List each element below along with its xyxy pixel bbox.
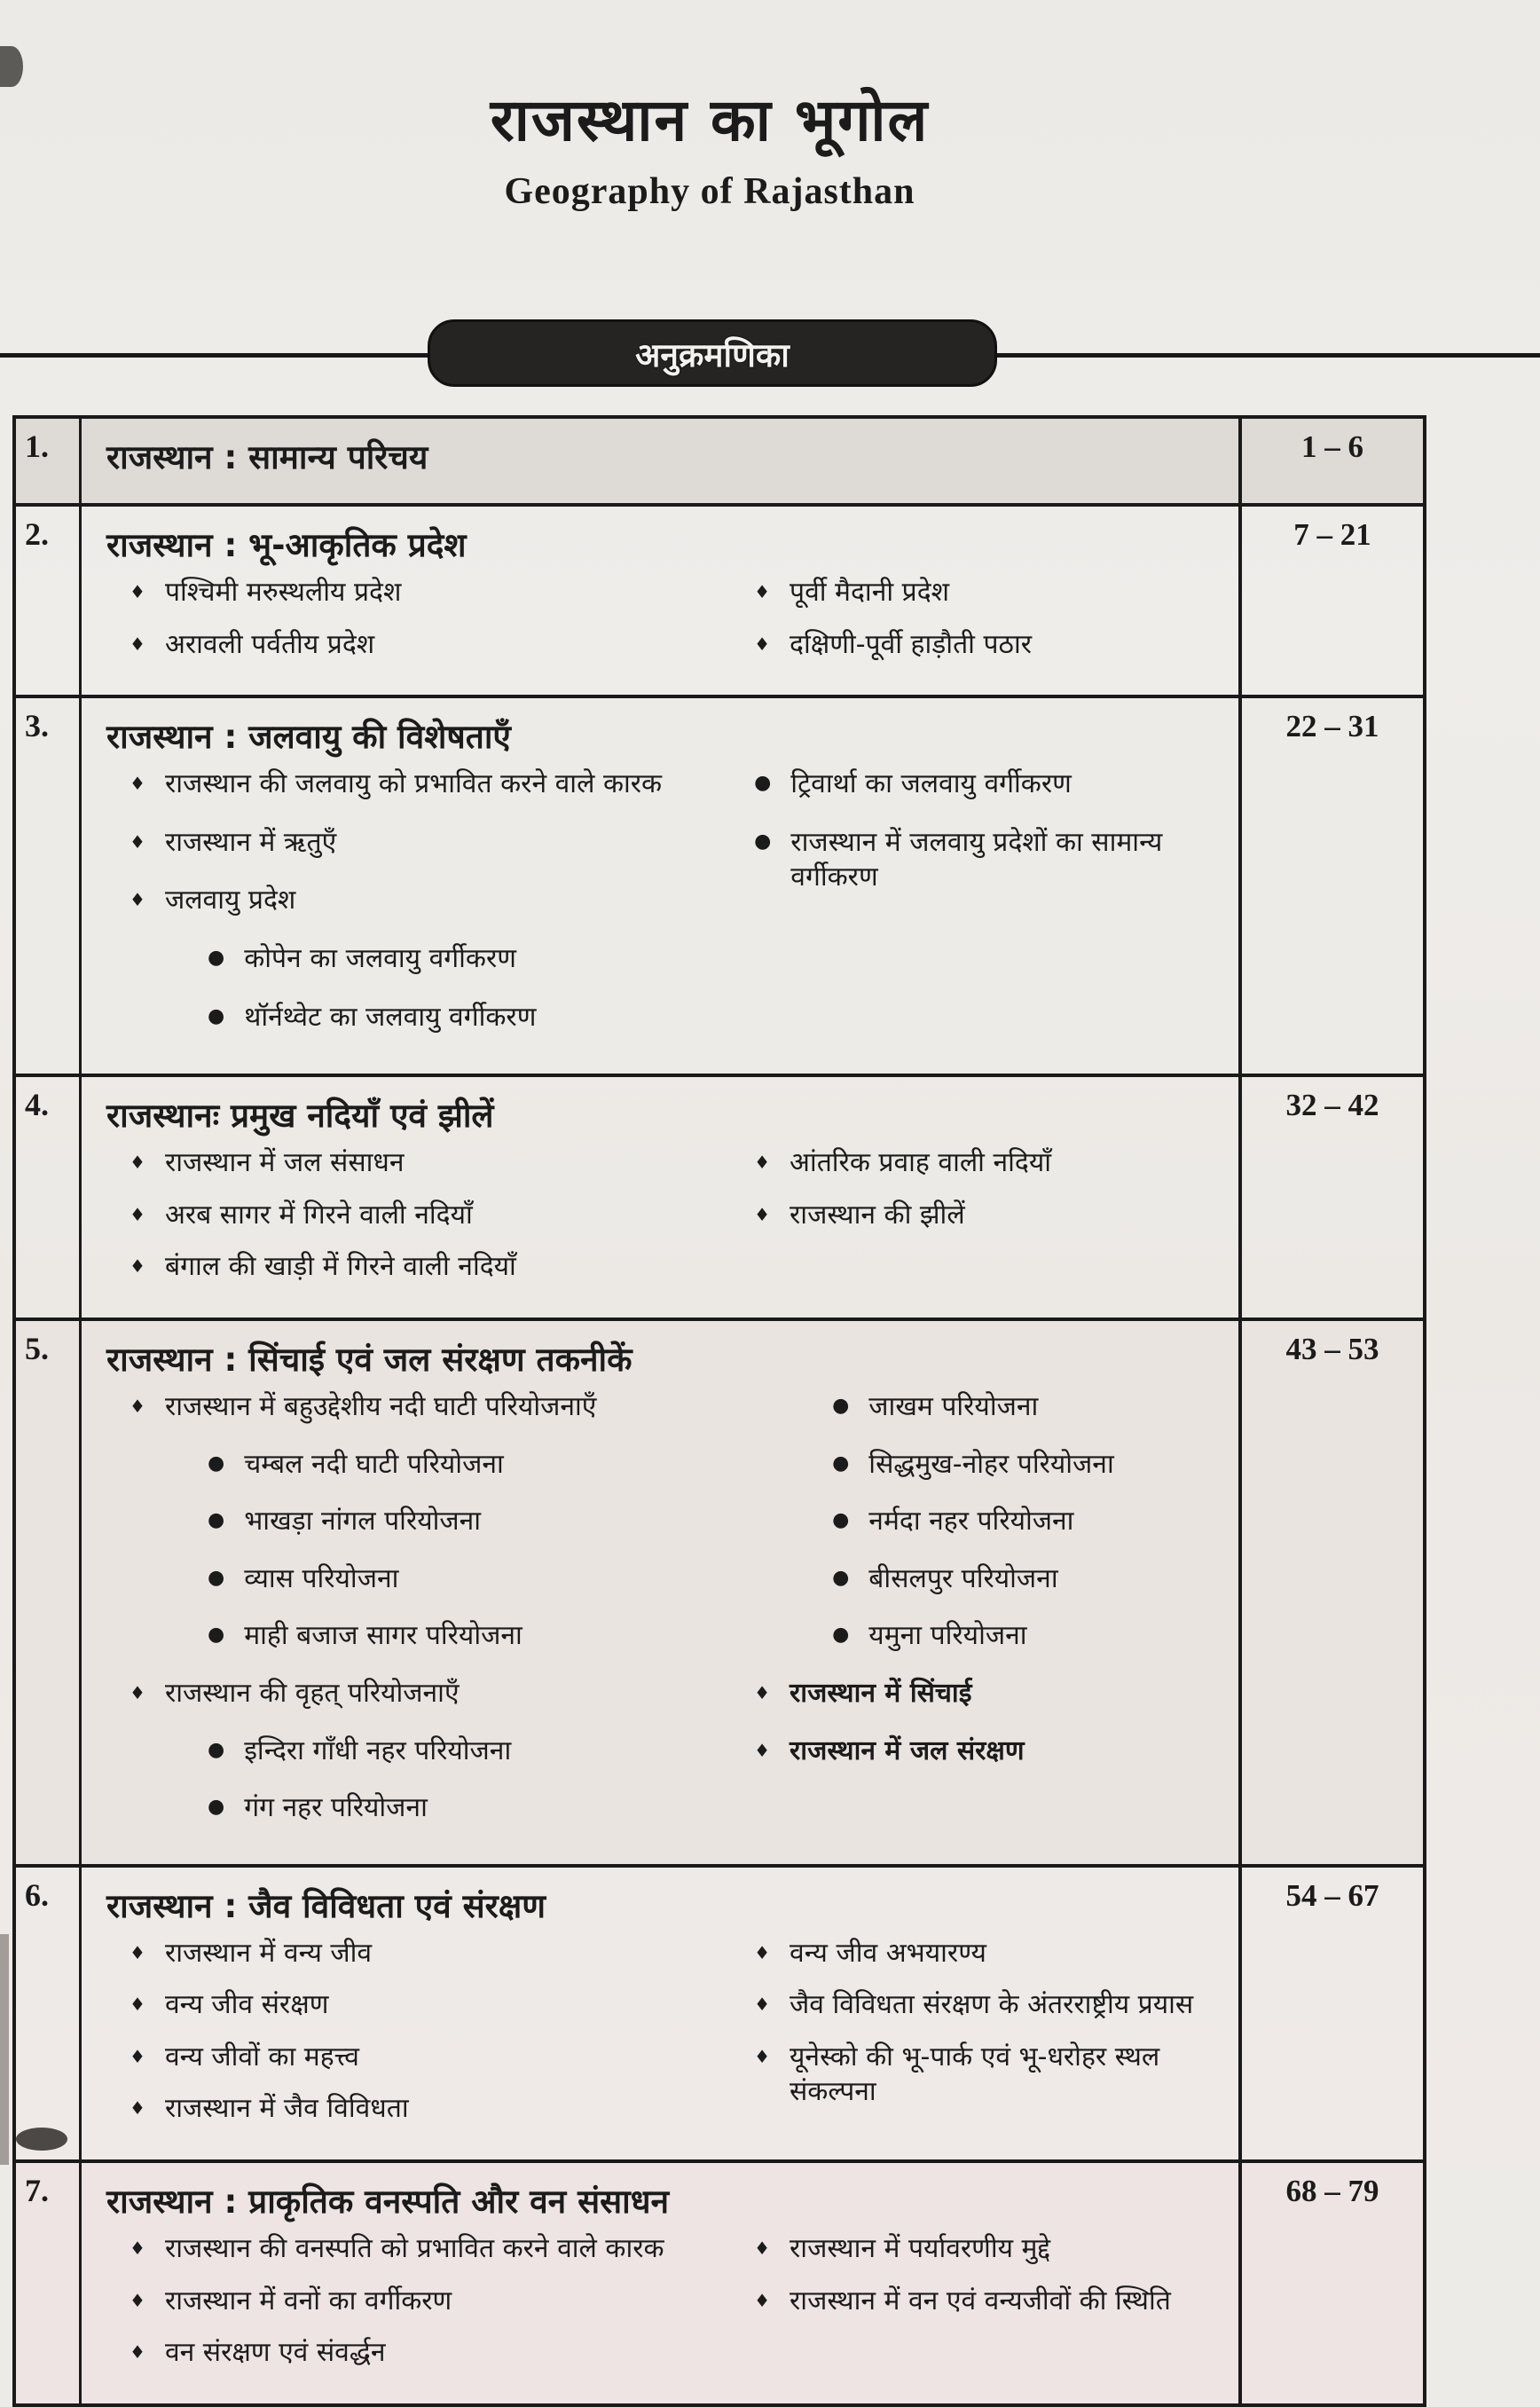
toc-topic-item: [832, 1504, 1231, 1539]
dot-bullet-icon: ●: [832, 1624, 850, 1647]
topic-label: राजस्थान में वनों का वर्गीकरण: [164, 2285, 452, 2317]
topic-label: राजस्थान की वृहत् परियोजनाएँ: [164, 1677, 460, 1709]
toc-header-pill: [428, 319, 997, 387]
toc-topic-item: [130, 767, 719, 802]
topic-label: बंगाल की खाड़ी में गिरने वाली नदियाँ: [164, 1251, 516, 1283]
toc-topic-item: [130, 2091, 719, 2127]
topic-label: राजस्थान की झीलें: [790, 1199, 965, 1231]
topic-label: पश्चिमी मरुस्थलीय प्रदेश: [164, 577, 402, 608]
toc-topic-item: [130, 1936, 719, 1971]
toc-table: [12, 415, 1426, 2407]
toc-row: [16, 419, 1423, 507]
topic-label: राजस्थान में जल संरक्षण: [790, 1734, 1025, 1766]
topic-label: पूर्वी मैदानी प्रदेश: [790, 577, 950, 608]
topic-label: सिद्धमुख-नोहर परियोजना: [868, 1448, 1114, 1480]
page-range: 32 – 42: [1238, 1077, 1423, 1318]
toc-topic-item: [208, 1561, 719, 1597]
toc-topic-item: [130, 2231, 719, 2267]
diamond-bullet-icon: ♦: [754, 2045, 771, 2067]
topic-column-left: [103, 1936, 719, 2143]
diamond-bullet-icon: ♦: [754, 1681, 771, 1703]
page-range: 1 – 6: [1238, 419, 1423, 503]
topic-label: चम्बल नदी घाटी परियोजना: [244, 1448, 504, 1480]
topic-label: गंग नहर परियोजना: [244, 1792, 428, 1824]
page-range: 7 – 21: [1238, 507, 1423, 695]
dot-bullet-icon: ●: [832, 1566, 850, 1589]
dot-bullet-icon: ●: [208, 1624, 225, 1647]
diamond-bullet-icon: ♦: [130, 2238, 145, 2260]
chapter-content-cell: [82, 2163, 1238, 2403]
diamond-bullet-icon: ♦: [130, 773, 145, 795]
topic-columns: [103, 767, 1222, 1058]
toc-topic-item: [130, 883, 719, 918]
topic-label: राजस्थान में जल संसाधन: [164, 1147, 405, 1179]
topic-label: इन्दिरा गाँधी नहर परियोजना: [244, 1734, 512, 1766]
toc-topic-item: [754, 767, 1231, 802]
toc-row: [16, 1868, 1423, 2163]
chapter-content-cell: [82, 507, 1238, 695]
diamond-bullet-icon: ♦: [130, 1681, 145, 1703]
topic-label: थॉर्नथ्वेट का जलवायु वर्गीकरण: [244, 1001, 537, 1033]
toc-topic-item: [832, 1561, 1231, 1597]
toc-topic-item: [208, 1000, 719, 1035]
toc-topic-item: [754, 627, 1231, 663]
diamond-bullet-icon: ♦: [130, 633, 145, 655]
toc-topic-item: [208, 1734, 719, 1769]
chapter-content-cell: [82, 698, 1238, 1074]
topic-label: नर्मदा नहर परियोजना: [868, 1506, 1074, 1538]
topic-label: वन संरक्षण एवं संवर्द्धन: [164, 2337, 386, 2369]
topic-label: कोपेन का जलवायु वर्गीकरण: [244, 942, 516, 974]
topic-label: राजस्थान में बहुउद्देशीय नदी घाटी परियोजनाएँ: [164, 1390, 597, 1422]
topic-column-right: [727, 1936, 1231, 2127]
dot-bullet-icon: ●: [832, 1451, 850, 1475]
topic-label: माही बजाज सागर परियोजना: [244, 1620, 522, 1652]
dot-bullet-icon: ●: [208, 1509, 225, 1532]
toc-topic-item: [832, 1447, 1231, 1483]
topic-label: जाखम परियोजना: [868, 1390, 1039, 1422]
dot-bullet-icon: ●: [208, 1004, 225, 1027]
toc-row: [16, 1321, 1423, 1868]
topic-label: दक्षिणी-पूर्वी हाड़ौती पठार: [790, 628, 1032, 660]
book-title-english: Geography of Rajasthan: [504, 171, 915, 212]
toc-topic-item: [130, 2335, 719, 2371]
chapter-title: राजस्थान : भू-आकृतिक प्रदेश: [106, 526, 467, 564]
toc-topic-item: [130, 1389, 719, 1425]
toc-row: [16, 2163, 1423, 2403]
toc-topic-item: [208, 1504, 719, 1539]
toc-topic-item: [208, 1618, 719, 1654]
toc-topic-item: [130, 1145, 719, 1181]
topic-label: राजस्थान में जलवायु प्रदेशों का सामान्य वर्गीकरण: [790, 826, 1163, 893]
page-range: 54 – 67: [1238, 1868, 1423, 2159]
diamond-bullet-icon: ♦: [754, 633, 771, 655]
toc-topic-item: [832, 1618, 1231, 1654]
dot-bullet-icon: ●: [832, 1394, 850, 1417]
chapter-content-cell: [82, 1321, 1238, 1864]
diamond-bullet-icon: ♦: [754, 1941, 771, 1963]
toc-topic-item: [754, 1734, 1231, 1769]
diamond-bullet-icon: ♦: [130, 1152, 145, 1174]
diamond-bullet-icon: ♦: [754, 2238, 771, 2260]
chapter-title: राजस्थान : सिंचाई एवं जल संरक्षण तकनीकें: [106, 1340, 632, 1379]
chapter-title: राजस्थानः प्रमुख नदियाँ एवं झीलें: [106, 1097, 494, 1136]
toc-topic-item: [208, 941, 719, 977]
toc-topic-item: [130, 1249, 719, 1285]
topic-columns: [103, 1936, 1222, 2143]
diamond-bullet-icon: ♦: [130, 1203, 145, 1225]
chapter-title: राजस्थान : जैव विविधता एवं संरक्षण: [106, 1886, 546, 1925]
diamond-bullet-icon: ♦: [130, 2341, 145, 2364]
topic-column-right: [727, 2231, 1231, 2335]
toc-topic-item: [130, 2040, 719, 2075]
toc-topic-item: [754, 575, 1231, 610]
chapter-content-cell: [82, 1868, 1238, 2159]
topic-columns: [103, 1389, 1222, 1848]
topic-column-left: [103, 1145, 719, 1302]
topic-label: अरब सागर में गिरने वाली नदियाँ: [164, 1199, 473, 1231]
toc-topic-item: [754, 1145, 1231, 1181]
topic-label: यूनेस्को की भू-पार्क एवं भू-धरोहर स्थल संकल्पना: [790, 2041, 1160, 2108]
chapter-number: 1.: [16, 419, 82, 503]
chapter-number: 3.: [16, 698, 82, 1074]
dot-bullet-icon: ●: [754, 772, 772, 795]
topic-label: राजस्थान में वन एवं वन्यजीवों की स्थिति: [790, 2285, 1171, 2317]
topic-label: वन्य जीव अभयारण्य: [790, 1937, 986, 1969]
chapter-content-cell: [82, 1077, 1238, 1318]
dot-bullet-icon: ●: [754, 830, 772, 853]
topic-label: वन्य जीव संरक्षण: [164, 1989, 329, 2021]
topic-columns: [103, 2231, 1222, 2387]
topic-column-left: [103, 575, 719, 679]
chapter-title: राजस्थान : सामान्य परिचय: [106, 438, 428, 476]
diamond-bullet-icon: ♦: [130, 581, 145, 602]
topic-column-right: [727, 1145, 1231, 1249]
topic-label: अरावली पर्वतीय प्रदेश: [164, 628, 375, 660]
toc-topic-item: [754, 1936, 1231, 1971]
topic-label: वन्य जीवों का महत्त्व: [164, 2041, 359, 2073]
dot-bullet-icon: ●: [832, 1509, 850, 1532]
toc-topic-item: [754, 825, 1231, 895]
toc-topic-item: [130, 1198, 719, 1233]
topic-columns: [103, 575, 1222, 679]
toc-row: [16, 507, 1423, 698]
topic-label: यमुना परियोजना: [868, 1620, 1027, 1652]
toc-row: [16, 1077, 1423, 1321]
page-range: 22 – 31: [1238, 698, 1423, 1074]
topic-label: राजस्थान की जलवायु को प्रभावित करने वाले कारक: [164, 768, 663, 800]
diamond-bullet-icon: ♦: [754, 1739, 771, 1761]
diamond-bullet-icon: ♦: [754, 1203, 771, 1225]
page-range: 68 – 79: [1238, 2163, 1423, 2403]
diamond-bullet-icon: ♦: [130, 2097, 145, 2120]
topic-label: राजस्थान में पर्यावरणीय मुद्दे: [790, 2233, 1051, 2265]
page-edge-shadow: [0, 1934, 9, 2165]
chapter-number: 5.: [16, 1321, 82, 1864]
toc-header-label: अनुक्रमणिका: [635, 335, 790, 374]
topic-label: राजस्थान में जैव विविधता: [164, 2093, 409, 2125]
diamond-bullet-icon: ♦: [130, 1395, 145, 1417]
chapter-number: 6.: [16, 1868, 82, 2159]
topic-label: राजस्थान में सिंचाई: [790, 1677, 972, 1709]
toc-topic-item: [130, 1987, 719, 2023]
chapter-number: 4.: [16, 1077, 82, 1318]
chapter-number: 7.: [16, 2163, 82, 2403]
chapter-content-cell: [82, 419, 1238, 503]
dot-bullet-icon: ●: [208, 1451, 225, 1475]
dot-bullet-icon: ●: [208, 1796, 225, 1819]
toc-topic-item: [754, 1198, 1231, 1233]
topic-label: आंतरिक प्रवाह वाली नदियाँ: [790, 1147, 1052, 1179]
topic-label: राजस्थान में वन्य जीव: [164, 1937, 373, 1969]
diamond-bullet-icon: ♦: [130, 889, 145, 911]
toc-topic-item: [754, 1987, 1231, 2023]
book-title-hindi: राजस्थान का भूगोल: [490, 86, 930, 154]
topic-label: बीसलपुर परियोजना: [868, 1562, 1058, 1594]
diamond-bullet-icon: ♦: [754, 1152, 771, 1174]
diamond-bullet-icon: ♦: [130, 1994, 145, 2016]
chapter-title: राजस्थान : जलवायु की विशेषताएँ: [106, 718, 511, 757]
diamond-bullet-icon: ♦: [130, 2045, 145, 2067]
diamond-bullet-icon: ♦: [754, 581, 771, 602]
toc-topic-item: [130, 575, 719, 610]
diamond-bullet-icon: ♦: [754, 1994, 771, 2016]
topic-label: भाखड़ा नांगल परियोजना: [244, 1506, 482, 1538]
topic-label: व्यास परियोजना: [244, 1562, 399, 1594]
toc-topic-item: [754, 1676, 1231, 1711]
dot-bullet-icon: ●: [208, 1566, 225, 1589]
book-title-block: [0, 78, 1419, 213]
topic-label: जलवायु प्रदेश: [164, 885, 296, 916]
topic-column-left: [103, 1389, 719, 1848]
topic-column-left: [103, 2231, 719, 2387]
toc-topic-item: [130, 2284, 719, 2319]
topic-column-left: [103, 767, 719, 1058]
topic-label: जैव विविधता संरक्षण के अंतरराष्ट्रीय प्रयास: [790, 1989, 1194, 2021]
diamond-bullet-icon: ♦: [754, 2289, 771, 2311]
dot-bullet-icon: ●: [208, 1738, 225, 1761]
toc-row: [16, 698, 1423, 1077]
diamond-bullet-icon: ♦: [130, 1255, 145, 1278]
toc-topic-item: [754, 2040, 1231, 2110]
dot-bullet-icon: ●: [208, 946, 225, 969]
topic-label: ट्रिवार्था का जलवायु वर्गीकरण: [790, 768, 1072, 800]
toc-topic-item: [130, 627, 719, 663]
page-range: 43 – 53: [1238, 1321, 1423, 1864]
diamond-bullet-icon: ♦: [130, 2289, 145, 2311]
chapter-title: राजस्थान : प्राकृतिक वनस्पति और वन संसाधन: [106, 2183, 669, 2222]
diamond-bullet-icon: ♦: [130, 1941, 145, 1963]
topic-label: राजस्थान की वनस्पति को प्रभावित करने वाले कारक: [164, 2233, 664, 2265]
topic-columns: [103, 1145, 1222, 1302]
toc-topic-item: [832, 1389, 1231, 1425]
topic-column-right: [727, 767, 1231, 918]
topic-column-right: [727, 575, 1231, 679]
chapter-number: 2.: [16, 507, 82, 695]
toc-topic-item: [208, 1447, 719, 1483]
topic-label: राजस्थान में ऋतुएँ: [164, 826, 337, 858]
toc-topic-item: [130, 825, 719, 861]
topic-column-right: [727, 1389, 1231, 1790]
diamond-bullet-icon: ♦: [130, 830, 145, 853]
toc-topic-item: [754, 2284, 1231, 2319]
toc-topic-item: [208, 1790, 719, 1826]
toc-topic-item: [130, 1676, 719, 1711]
toc-topic-item: [754, 2231, 1231, 2267]
